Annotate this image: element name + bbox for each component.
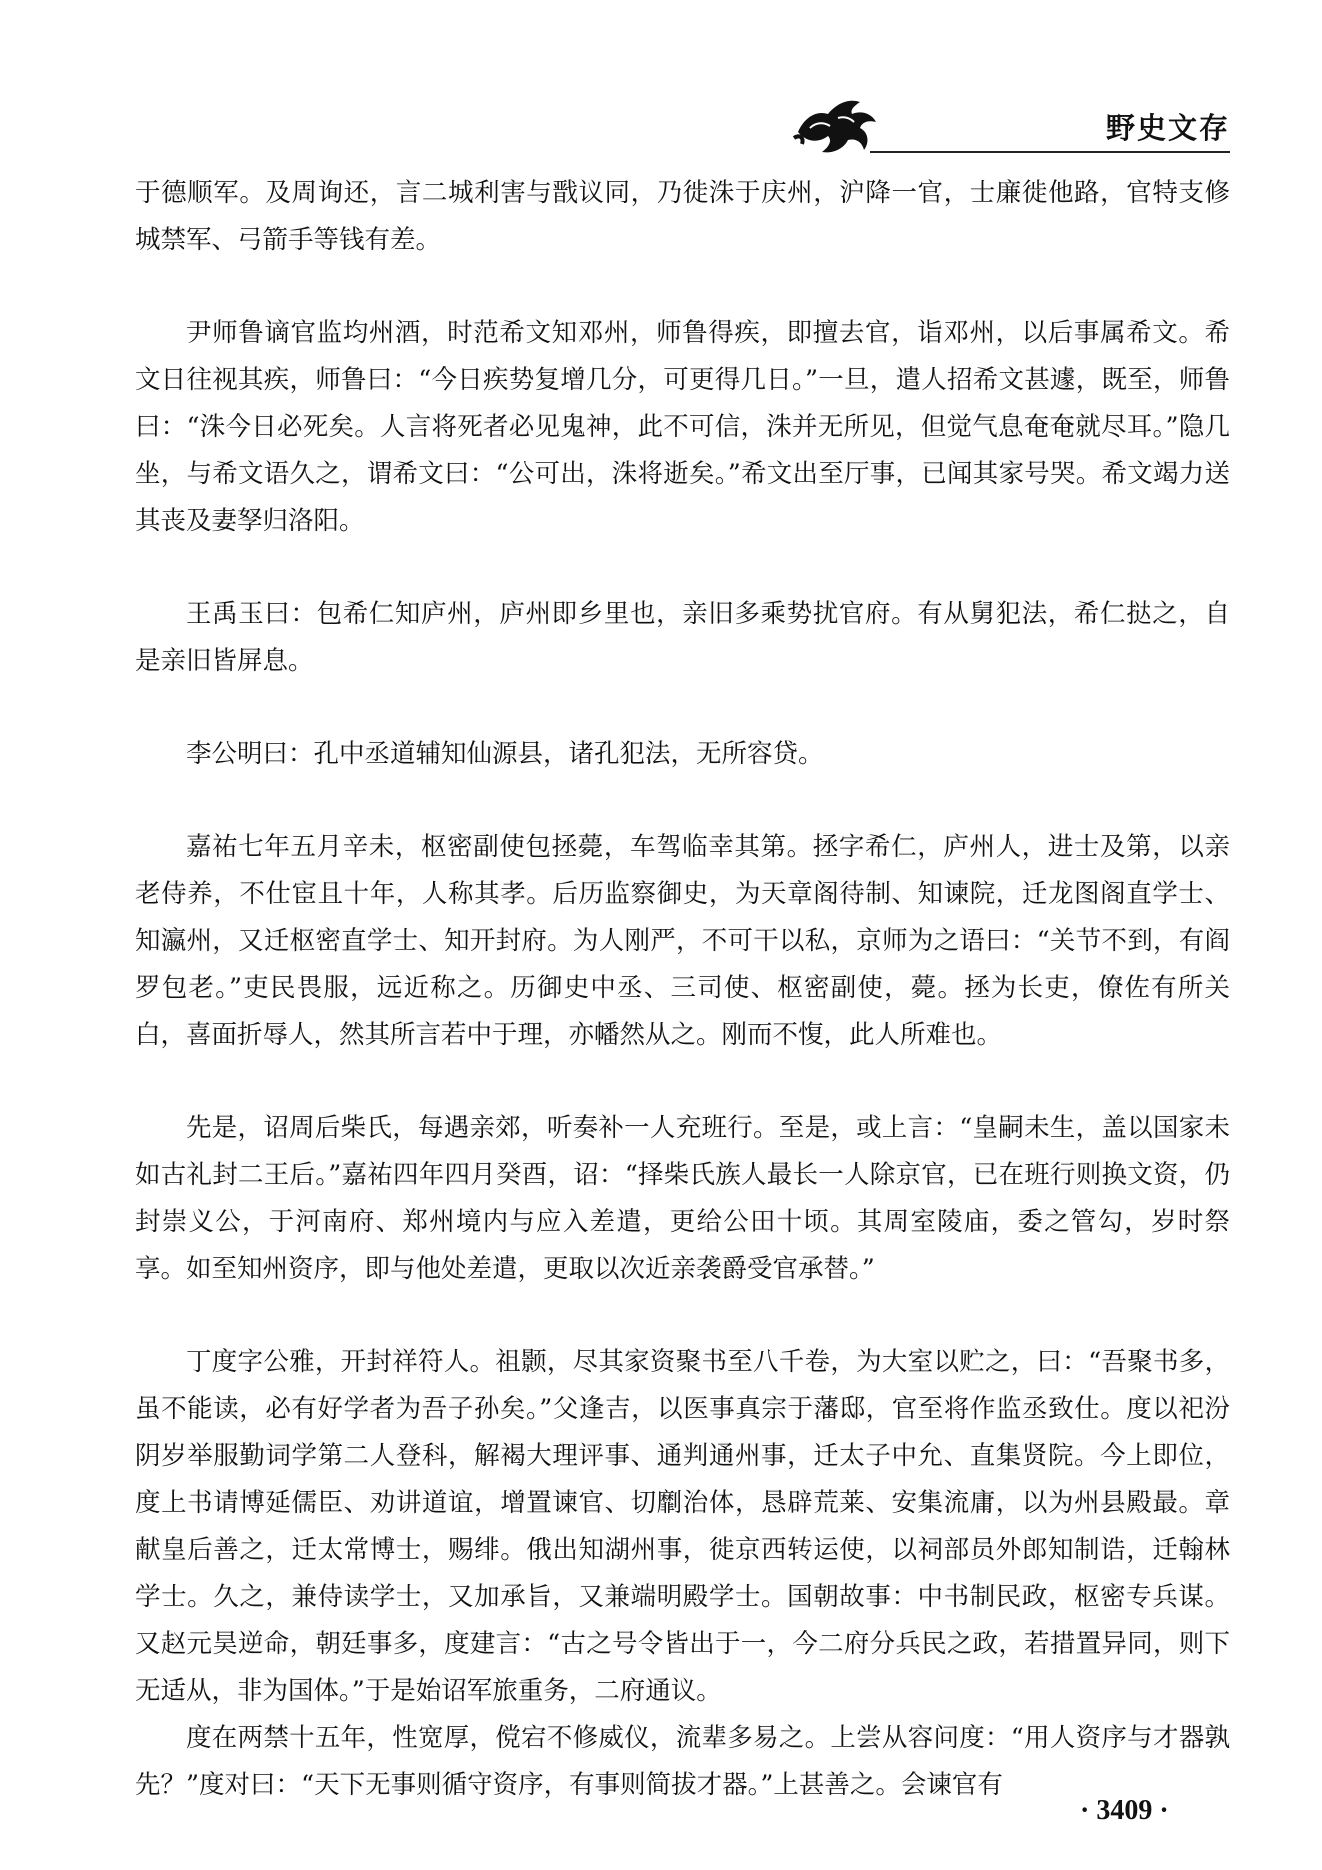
paragraph: 王禹玉曰：包希仁知庐州，庐州即乡里也，亲旧多乘势扰官府。有从舅犯法，希仁挞之，自是亲旧皆屏息。 bbox=[135, 599, 1230, 676]
header-title: 野史文存 bbox=[1105, 111, 1230, 145]
paragraph: 度在两禁十五年，性宽厚，傥宕不修威仪，流辈多易之。上尝从容问度：“用人资序与才器孰先？”度对曰：“天下无事则循守资序，有事则简拔才器。”上甚善之。会谏官有 bbox=[135, 1723, 1230, 1800]
paragraph: 先是，诏周后柴氏，每遇亲郊，听奏补一人充班行。至是，或上言：“皇嗣未生，盖以国家未如古礼封二王后。”嘉祐四年四月癸酉，诏：“择柴氏族人最长一人除京官，已在班行则换文资，仍封崇义公，于河南府、郑州境内与应入差遣，更给公田十顷。其周室陵庙，委之管勾，岁时祭享。如至知州资序，即与他处差遣，更取以次近亲袭爵受官承替。” bbox=[135, 1113, 1230, 1284]
paragraph: 李公明曰：孔中丞道辅知仙源县，诸孔犯法，无所容贷。 bbox=[186, 739, 824, 769]
paragraph: 尹师鲁谪官监均州酒，时范希文知邓州，师鲁得疾，即擅去官，诣邓州，以后事属希文。希文日往视其疾，师鲁曰：“今日疾势复增几分，可更得几日。”一旦，遣人招希文甚遽，既至，师鲁曰：“洙今日必死矣。人言将死者必见鬼神，此不可信，洙并无所见，但觉气息奄奄就尽耳。”隐几坐，与希文语久之，谓希文曰：“公可出，洙将逝矣。”希文出至厅事，已闻其家号哭。希文竭力送其丧及妻孥归洛阳。 bbox=[135, 318, 1230, 536]
paragraph: 于德顺军。及周询还，言二城利害与戬议同，乃徙洙于庆州，沪降一官，士廉徙他路，官特支修城禁军、弓箭手等钱有差。 bbox=[135, 178, 1230, 255]
running-header bbox=[790, 88, 1230, 160]
body-text bbox=[135, 170, 1230, 1809]
dragon-emblem-icon bbox=[790, 88, 880, 160]
paragraph: 嘉祐七年五月辛未，枢密副使包拯薨，车驾临幸其第。拯字希仁，庐州人，进士及第，以亲老侍养，不仕宦且十年，人称其孝。后历监察御史，为天章阁待制、知谏院，迁龙图阁直学士、知瀛州，又迁枢密直学士、知开封府。为人刚严，不可干以私，京师为之语曰：“关节不到，有阎罗包老。”吏民畏服，远近称之。历御史中丞、三司使、枢密副使，薨。拯为长吏，僚佐有所关白，喜面折辱人，然其所言若中于理，亦幡然从之。刚而不愎，此人所难也。 bbox=[135, 832, 1230, 1050]
paragraph: 丁度字公雅，开封祥符人。祖颢，尽其家资聚书至八千卷，为大室以贮之，曰：“吾聚书多，虽不能读，必有好学者为吾子孙矣。”父逢吉，以医事真宗于藩邸，官至将作监丞致仕。度以祀汾阴岁举服勤词学第二人登科，解褐大理评事、通判通州事，迁太子中允、直集贤院。今上即位，度上书请博延儒臣、劝讲道谊，增置谏官、切劘治体，恳辟荒莱、安集流庸，以为州县殿最。章献皇后善之，迁太常博士，赐绯。俄出知湖州事，徙京西转运使，以祠部员外郎知制诰，迁翰林学士。久之，兼侍读学士，又加承旨，又兼端明殿学士。国朝故事：中书制民政，枢密专兵谋。又赵元昊逆命，朝廷事多，度建言：“古之号令皆出于一，今二府分兵民之政，若措置异同，则下无适从，非为国体。”于是始诏军旅重务，二府通议。 bbox=[135, 1347, 1230, 1706]
header-rule bbox=[870, 151, 1230, 153]
page-number: · 3409 · bbox=[1080, 1795, 1169, 1826]
